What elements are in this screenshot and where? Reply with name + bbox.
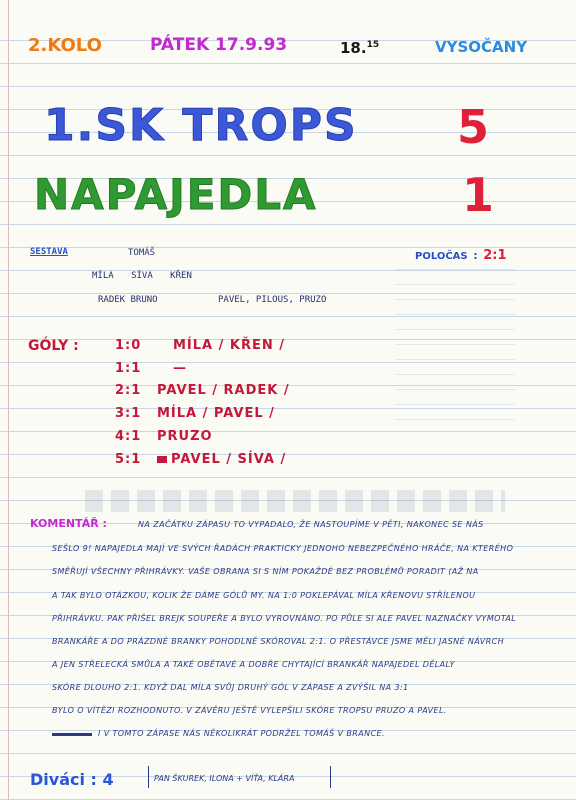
lineup-forwards-1: RADEK BRUNO bbox=[98, 295, 158, 305]
round-label: 2.KOLO bbox=[28, 35, 102, 56]
bleed-through-lower bbox=[85, 490, 505, 512]
halftime-label: POLOČAS bbox=[415, 251, 468, 262]
bracket-right bbox=[330, 766, 331, 788]
goal-scorers: MÍLA / PAVEL / bbox=[157, 406, 275, 421]
away-team: NAPAJEDLA bbox=[34, 170, 318, 219]
goal-row bbox=[115, 429, 213, 444]
lineup-forwards-2: PAVEL, PILOUS, PRUZO bbox=[218, 295, 327, 305]
spectators-names: PAN ŠKUREK, ILONA + VÍŤA, KLÁRA bbox=[154, 774, 295, 783]
crossed-out-word bbox=[52, 733, 92, 736]
goal-scorers: PAVEL / RADEK / bbox=[157, 383, 290, 398]
comment-line: I V TOMTO ZÁPASE NÁS NĚKOLIKRÁT PODRŽEL TOMÁŠ V BRANCE. bbox=[98, 729, 385, 738]
home-score: 5 bbox=[457, 100, 490, 154]
comment-line: PŘIHRÁVKU. PAK PŘIŠEL BREJK SOUPEŘE A BYLO VYROVNÁNO. PO PŮLE SI ALE PAVEL NAZNAČKY VYMOTAL bbox=[52, 614, 517, 623]
goal-row bbox=[115, 452, 286, 467]
spectators-label: Diváci : 4 bbox=[30, 770, 114, 789]
goal-score: 1:0 bbox=[115, 338, 142, 353]
goal-score: 4:1 bbox=[115, 429, 142, 444]
bleed-through bbox=[395, 255, 515, 430]
margin-line bbox=[8, 0, 9, 800]
goals-label: GÓLY : bbox=[28, 338, 79, 354]
halftime-score: 2:1 bbox=[483, 248, 507, 263]
comment-line: SKÓRE DLOUHO 2:1. KDYŽ DAL MÍLA SVŮJ DRUHÝ GÓL V ZÁPASE A ZVÝŠIL NA 3:1 bbox=[52, 683, 409, 692]
kickoff-time bbox=[340, 39, 379, 57]
lineup-defense: MÍLA SÍVA KŘEN bbox=[92, 271, 192, 281]
lineup-goalkeeper: TOMÁŠ bbox=[128, 248, 156, 258]
venue: VYSOČANY bbox=[435, 38, 528, 56]
comment-line: SMĚŘUJÍ VŠECHNY PŘIHRÁVKY. VAŠE OBRANA SI S NÍM POKAŽDÉ BEZ PROBLÉMŮ PORADIT (AŽ NA bbox=[52, 567, 479, 576]
goal-scorers: — bbox=[173, 361, 187, 376]
halftime-colon: : bbox=[473, 249, 478, 262]
goal-row bbox=[115, 383, 290, 398]
goal-score: 3:1 bbox=[115, 406, 142, 421]
comment-line: BYLO O VÍTĚZI ROZHODNUTO. V ZÁVĚRU JEŠTĚ VYLEPŠILI SKÓRE TROPSU PRUZO A PAVEL. bbox=[52, 706, 447, 715]
goal-row bbox=[115, 361, 187, 376]
halftime bbox=[415, 244, 507, 263]
comment-line: A JEN STŘELECKÁ SMŮLA A TAKÉ OBĚTAVÉ A DOBŘE CHYTAJÍCÍ BRANKÁŘ NAPAJEDEL DĚLALY bbox=[52, 660, 455, 669]
away-score: 1 bbox=[462, 168, 495, 222]
comment-line: A TAK BYLO OTÁZKOU, KOLIK ŽE DÁME GÓLŮ MY. NA 1:0 POKLEPÁVAL MÍLA KŘENOVU STŘÍLENOU bbox=[52, 591, 476, 600]
goal-row bbox=[115, 338, 285, 353]
kickoff-hour: 18. bbox=[340, 39, 367, 57]
comment-label: KOMENTÁŘ : bbox=[30, 517, 107, 530]
goal-score: 2:1 bbox=[115, 383, 142, 398]
goal-score: 5:1 bbox=[115, 452, 142, 467]
bracket-left bbox=[148, 766, 149, 788]
comment-line: NA ZAČÁTKU ZÁPASU TO VYPADALO, ŽE NASTOUPÍME V PĚTI, NAKONEC SE NÁS bbox=[138, 520, 484, 529]
comment-line: SEŠLO 9! NAPAJEDLA MAJÍ VE SVÝCH ŘADÁCH PRAKTICKY JEDNOHO NEBEZPEČNÉHO HRÁČE, NA KTERÉHO bbox=[52, 544, 514, 553]
comment-line: BRANKÁŘE A DO PRÁZDNÉ BRANKY POHODLNĚ SKÓROVAL 2:1. O PŘESTÁVCE JSME MĚLI JASNÉ NÁVRCH bbox=[52, 637, 504, 646]
goal-scorers: MÍLA / KŘEN / bbox=[173, 338, 286, 353]
kickoff-minutes: 15 bbox=[366, 40, 380, 50]
scribble-mark bbox=[157, 456, 167, 463]
home-team: 1.SK TROPS bbox=[44, 100, 358, 151]
goal-row bbox=[115, 406, 275, 421]
goal-scorers: PRUZO bbox=[157, 429, 213, 444]
goal-scorers: PAVEL / SÍVA / bbox=[171, 452, 287, 467]
lineup-label: SESTAVA bbox=[30, 247, 68, 257]
goal-score: 1:1 bbox=[115, 361, 142, 376]
match-date: PÁTEK 17.9.93 bbox=[150, 35, 288, 55]
